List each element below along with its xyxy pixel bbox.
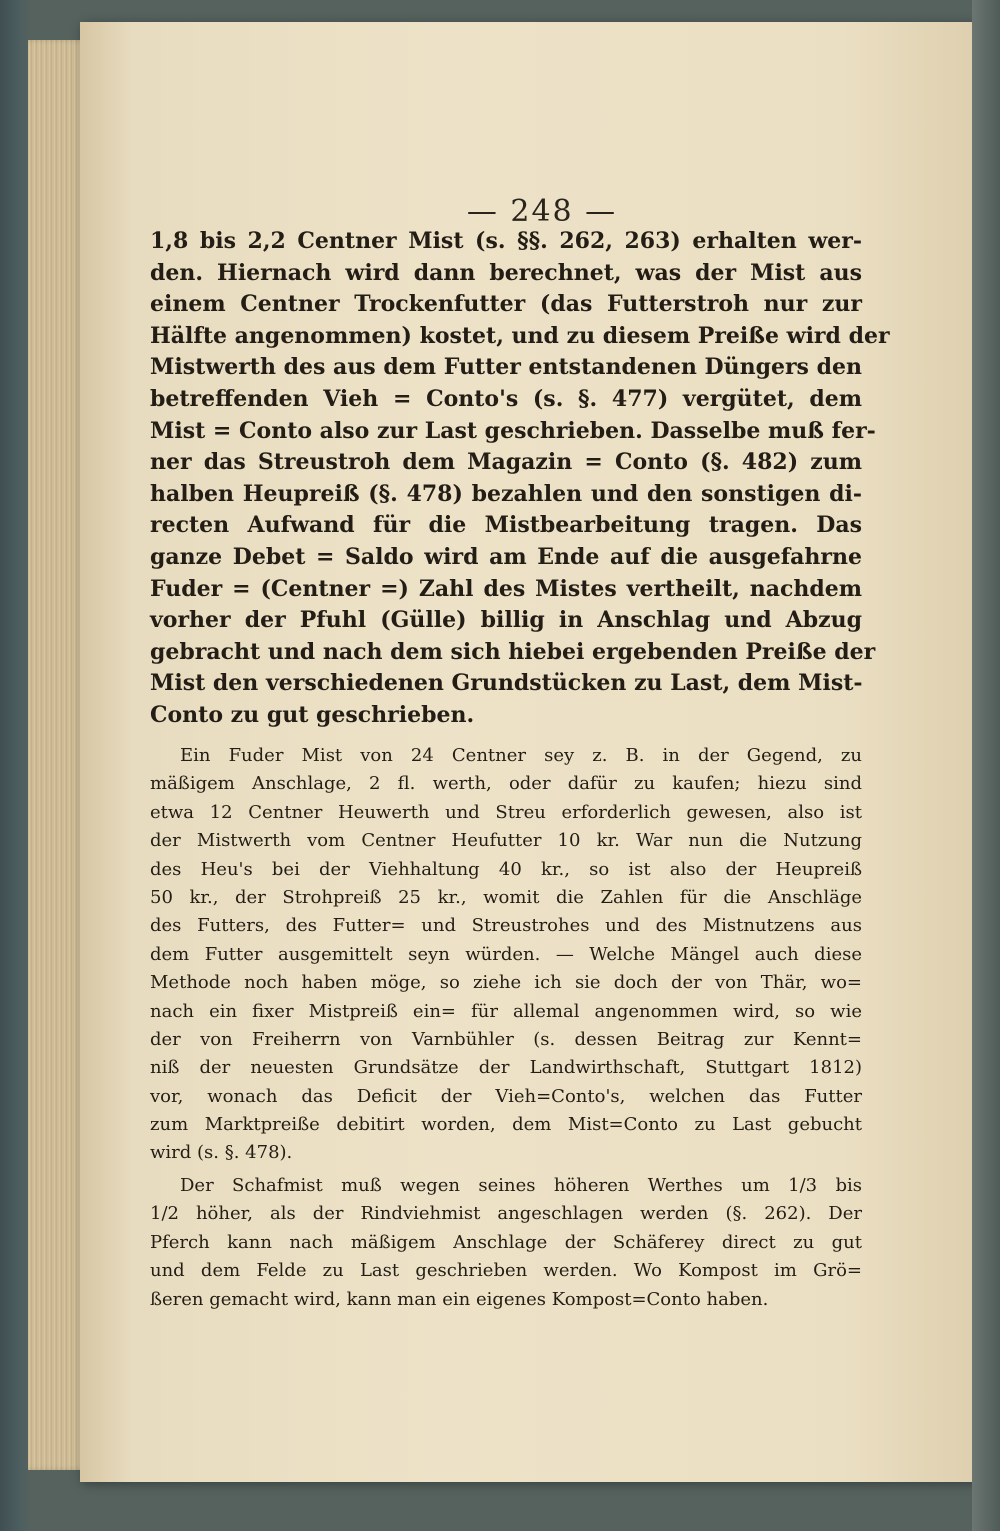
text-line: der Mistwerth vom Centner Heufutter 10 kr. War nun die Nutzung xyxy=(150,830,862,852)
text-line: des Heu's bei der Viehhaltung 40 kr., so ist also der Heupreiß xyxy=(150,858,862,880)
text-line: der von Freiherrn von Varnbühler (s. dessen Beitrag zur Kennt= xyxy=(150,1028,862,1050)
text-line: 1/2 höher, als der Rindviehmist angeschlagen werden (§. 262). Der xyxy=(150,1203,862,1225)
text-line: Hälfte angenommen) kostet, und zu diesem Preiße wird der xyxy=(150,322,890,349)
text-line: und dem Felde zu Last geschrieben werden. Wo Kompost im Grö= xyxy=(150,1260,862,1282)
text-line: ganze Debet = Saldo wird am Ende auf die ausgefahrne xyxy=(150,543,862,570)
text-line: Conto zu gut geschrieben. xyxy=(150,701,475,728)
text-line: niß der neuesten Grundsätze der Landwirthschaft, Stuttgart 1812) xyxy=(150,1057,862,1079)
text-line: 50 kr., der Strohpreiß 25 kr., womit die Zahlen für die Anschläge xyxy=(150,886,862,908)
text-line: recten Aufwand für die Mistbearbeitung tragen. Das xyxy=(150,512,862,539)
text-line: Ein Fuder Mist von 24 Centner sey z. B. in der Gegend, zu xyxy=(180,745,862,766)
text-line: einem Centner Trockenfutter (das Futterstroh nur zur xyxy=(150,291,862,318)
page-number: — 248 — xyxy=(466,194,618,229)
text-line: wird (s. §. 478). xyxy=(150,1142,293,1164)
text-line: gebracht und nach dem sich hiebei ergebenden Preiße der xyxy=(150,638,876,665)
text-line: halben Heupreiß (§. 478) bezahlen und den sonstigen di- xyxy=(150,480,862,507)
text-line: Methode noch haben möge, so ziehe ich sie doch der von Thär, wo= xyxy=(150,972,862,994)
footnote-paragraph-2 xyxy=(150,1172,862,1314)
text-line: vor, wonach das Deficit der Vieh=Conto's, welchen das Futter xyxy=(150,1085,862,1107)
text-line: den. Hiernach wird dann berechnet, was der Mist aus xyxy=(150,259,862,286)
text-line: mäßigem Anschlage, 2 fl. werth, oder dafür zu kaufen; hiezu sind xyxy=(150,773,862,795)
text-line: Fuder = (Centner =) Zahl des Mistes vertheilt, nachdem xyxy=(150,575,862,602)
text-line: betreffenden Vieh = Conto's (s. §. 477) vergütet, dem xyxy=(150,385,862,412)
text-line: etwa 12 Centner Heuwerth und Streu erforderlich gewesen, also ist xyxy=(150,801,862,823)
text-line: zum Marktpreiße debitirt worden, dem Mist=Conto zu Last gebucht xyxy=(150,1114,862,1136)
text-line: Mist = Conto also zur Last geschrieben. Dasselbe muß fer- xyxy=(150,417,876,444)
main-paragraph xyxy=(150,226,890,732)
text-line: Der Schafmist muß wegen seines höheren Werthes um 1/3 bis xyxy=(180,1175,862,1196)
text-line: ner das Streustroh dem Magazin = Conto (§. 482) zum xyxy=(150,449,862,476)
text-line: nach ein fixer Mistpreiß ein= für allemal angenommen wird, so wie xyxy=(150,1000,862,1022)
text-line: Pferch kann nach mäßigem Anschlage der Schäferey direct zu gut xyxy=(150,1231,862,1253)
text-line: 1,8 bis 2,2 Centner Mist (s. §§. 262, 263) erhalten wer- xyxy=(150,228,862,254)
text-line: dem Futter ausgemittelt seyn würden. — Welche Mängel auch diese xyxy=(150,943,862,965)
text-line: vorher der Pfuhl (Gülle) billig in Anschlag und Abzug xyxy=(150,607,862,634)
book-cover-edge xyxy=(972,0,1000,1531)
text-line: Mist den verschiedenen Grundstücken zu Last, dem Mist- xyxy=(150,670,863,697)
text-line: des Futters, des Futter= und Streustrohes und des Mistnutzens aus xyxy=(150,915,862,937)
text-line: Mistwerth des aus dem Futter entstandenen Düngers den xyxy=(150,354,862,381)
text-line: ßeren gemacht wird, kann man ein eigenes Kompost=Conto haben. xyxy=(150,1288,769,1310)
footnote-paragraph-1 xyxy=(150,742,862,1168)
